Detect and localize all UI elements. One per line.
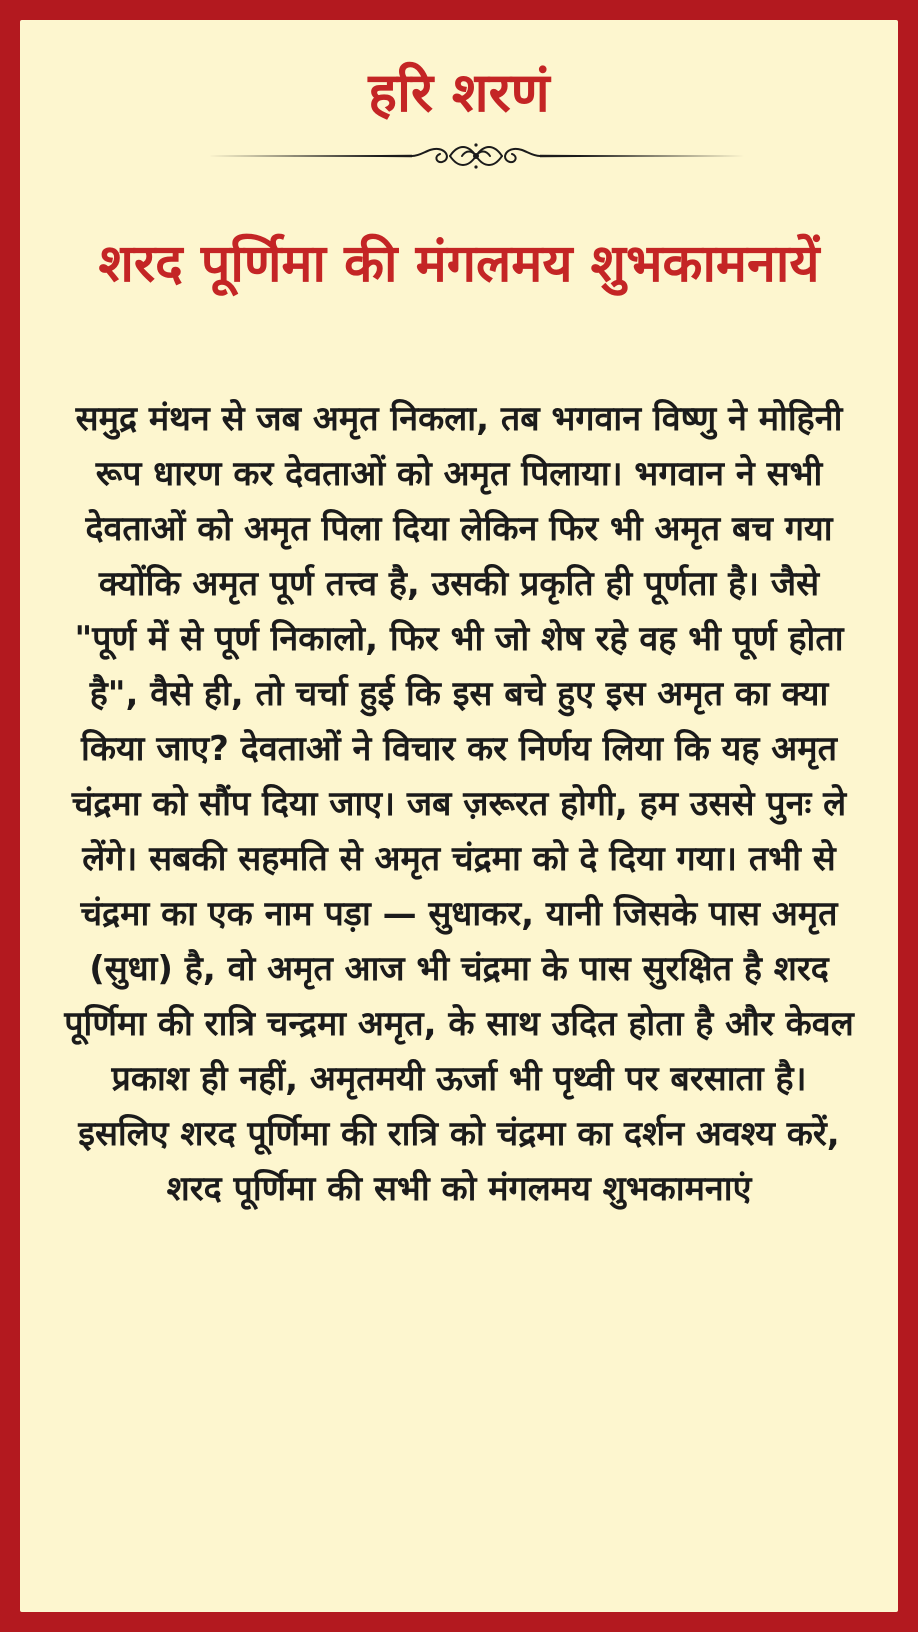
page-title: हरि शरणं — [368, 61, 550, 124]
content-card — [20, 20, 898, 1612]
article-body: समुद्र मंथन से जब अमृत निकला, तब भगवान विष्णु ने मोहिनी रूप धारण कर देवताओं को अमृत पिलाया। भगवान ने सभी देवताओं को अमृत पिला दिया लेकिन फिर भी अमृत बच गया क्योंकि अमृत पूर्ण तत्त्व है, उसकी प्रकृति ही पूर्णता है। जैसे "पूर्ण में से पूर्ण निकालो, फिर भी जो शेष रहे वह भी पूर्ण होता है", वैसे ही, तो चर्चा हुई कि इस बचे हुए इस अमृत का क्या किया जाए? देवताओं ने विचार कर निर्णय लिया कि यह अमृत चंद्रमा को सौंप दिया जाए। जब ज़रूरत होगी, हम उससे पुनः ले लेंगे। सबकी सहमति से अमृत चंद्रमा को दे दिया गया। तभी से चंद्रमा का एक नाम पड़ा — सुधाकर, यानी जिसके पास अमृत (सुधा) है, वो अमृत आज भी चंद्रमा के पास सुरक्षित है शरद पूर्णिमा की रात्रि चन्द्रमा अमृत, के साथ उदित होता है और केवल प्रकाश ही नहीं, अमृतमयी ऊर्जा भी पृथ्वी पर बरसाता है। इसलिए शरद पूर्णिमा की रात्रि को चंद्रमा का दर्शन अवश्य करें, शरद पूर्णिमा की सभी को मंगलमय शुभकामनाएं — [64, 399, 854, 1209]
greeting-heading: शरद पूर्णिमा की मंगलमय शुभकामनायें — [98, 234, 820, 294]
decorative-divider-icon — [206, 138, 746, 174]
